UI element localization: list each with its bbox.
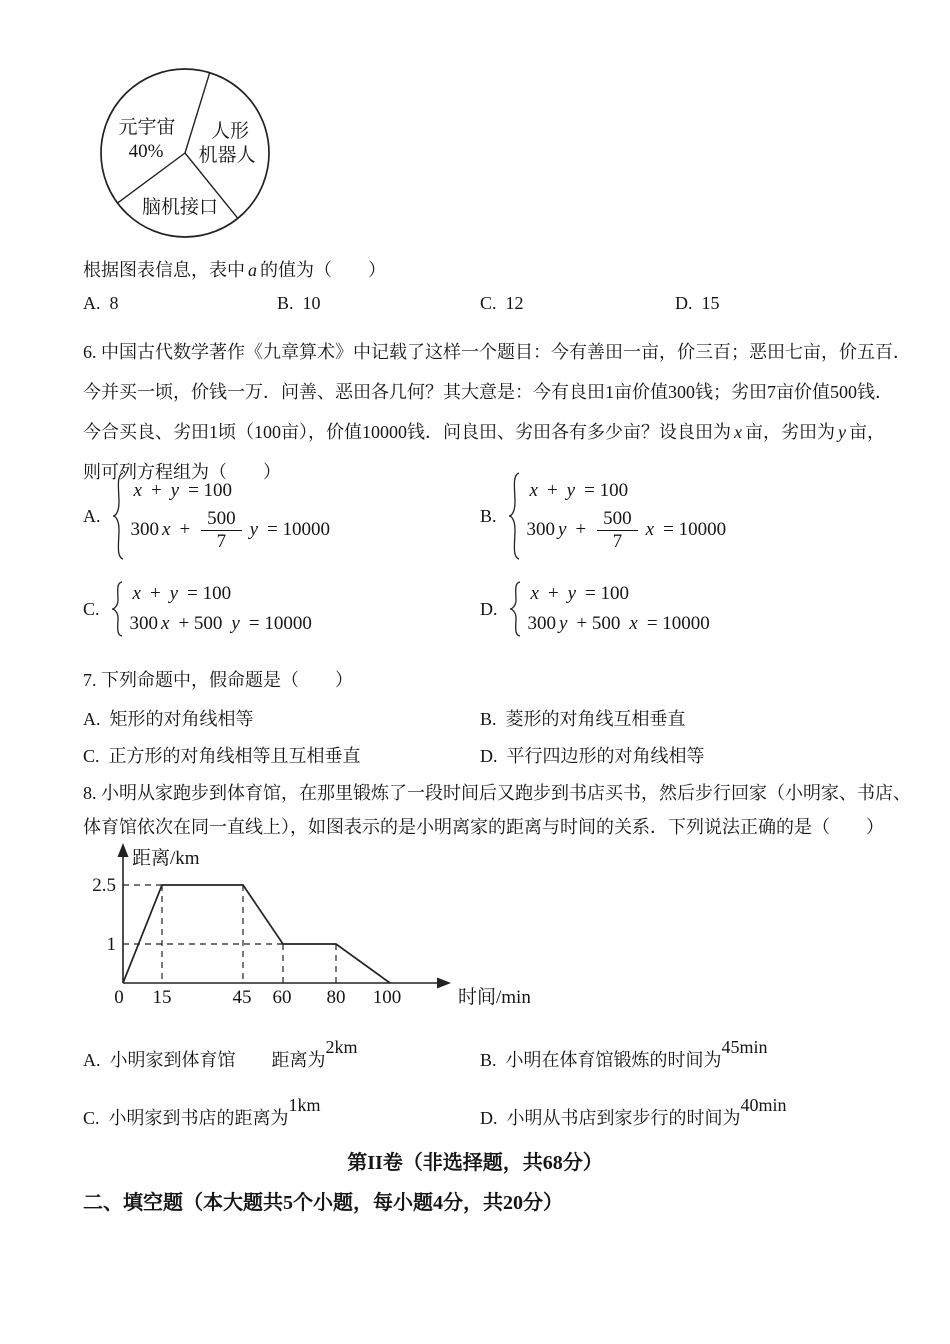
option-text: 菱形的对角线互相垂直 (505, 709, 686, 729)
equation-2 (527, 508, 727, 552)
equation-1 (528, 583, 710, 605)
eq-rhs: = 100 (585, 583, 630, 604)
x-tick-80: 80 (326, 987, 346, 1008)
q6-option-b (480, 470, 726, 562)
eq-var: y (559, 613, 568, 634)
fraction (201, 508, 242, 552)
q6-line-3-text-2: 亩，劣田为 (745, 422, 835, 442)
x-axis-arrow-icon (437, 978, 451, 989)
option-letter: A. (83, 1050, 101, 1070)
equation-system (131, 480, 331, 552)
option-text: 正方形的对角线相等且互相垂直 (108, 746, 361, 766)
option-text: 小明在体育馆锻炼的时间为 (505, 1050, 722, 1070)
q7-option-c (83, 742, 480, 768)
pie-label-bci: 脑机接口 (141, 197, 219, 218)
eq-rhs: = 100 (584, 480, 629, 502)
option-text: 12 (505, 293, 524, 313)
equation-system (528, 583, 710, 635)
y-axis-label: 距离/km (132, 848, 200, 869)
option-text: 15 (701, 293, 720, 313)
option-letter: A. (83, 505, 101, 526)
q5-prompt-text-1: 根据图表信息，表中 (83, 260, 245, 280)
q6-line-3-text-3: 亩， (849, 422, 885, 442)
eq-rhs: = 10000 (663, 519, 727, 540)
pie-label-humanoid-1: 人形 (210, 121, 250, 142)
left-brace-icon (507, 580, 523, 638)
q6-option-d (480, 580, 710, 638)
option-value: 40min (740, 1095, 787, 1115)
option-letter: C. (83, 1108, 100, 1128)
q8-text (83, 776, 911, 844)
eq-var: y (558, 519, 567, 540)
q8-line-1: 8. 小明从家跑步到体育馆，在那里锻炼了一段时间后又跑步到书店买书，然后步行回家（小明家、书店、 (83, 783, 911, 803)
section2-title: 第II卷（非选择题，共68分） (347, 1152, 603, 1174)
eq-rhs: = 10000 (646, 613, 710, 634)
eq-var: x (629, 613, 638, 634)
eq-coef: 300 (526, 519, 556, 540)
q7-option-a (83, 705, 480, 731)
eq-rhs: = 100 (187, 583, 232, 604)
option-text: 小明家到体育馆 (109, 1050, 236, 1070)
eq-var: x (529, 480, 538, 502)
eq-coef: 300 (527, 613, 556, 634)
option-letter: B. (480, 505, 497, 526)
q5-option-d (675, 293, 720, 314)
q6-line-4: 则可列方程组为（ ） (83, 462, 281, 482)
left-brace-icon (506, 470, 522, 562)
eq-var: y (169, 583, 179, 604)
option-text: 小明从书店到家步行的时间为 (506, 1108, 741, 1128)
option-text: 矩形的对角线相等 (109, 709, 254, 729)
q6-text (83, 332, 911, 492)
q6-option-c (83, 580, 480, 638)
option-letter: C. (83, 746, 100, 766)
option-letter: B. (480, 1050, 497, 1070)
option-letter: A. (83, 293, 101, 313)
option-letter: A. (83, 709, 101, 729)
eq-op: + (547, 583, 559, 604)
q8-line-2: 体育馆依次在同一直线上），如图表示的是小明离家的距离与时间的关系．下列说法正确的是（ ） (83, 817, 884, 837)
equation-2 (131, 508, 331, 552)
pie-label-metaverse-pct: 40% (128, 141, 164, 162)
fraction-denominator: 7 (216, 530, 227, 552)
equation-1 (131, 480, 331, 502)
y-tick-1: 1 (106, 934, 116, 955)
eq-op: + (149, 583, 161, 604)
q8-option-d (480, 1095, 787, 1130)
eq-rhs: = 10000 (248, 613, 312, 634)
option-letter: D. (675, 293, 693, 313)
q5-variable-a: a (248, 260, 257, 280)
eq-var: x (133, 480, 142, 502)
eq-op: + 500 (576, 613, 621, 634)
eq-rhs: = 10000 (267, 519, 331, 540)
option-letter: C. (83, 598, 100, 619)
option-value: 2km (325, 1037, 358, 1057)
eq-var: x (162, 519, 171, 540)
eq-op: + 500 (178, 613, 223, 634)
q8-options-ab (83, 1037, 768, 1072)
y-axis-arrow-icon (118, 843, 129, 857)
q6-variable-x: x (734, 422, 742, 442)
q5-option-a (83, 293, 277, 314)
left-brace-icon (110, 470, 126, 562)
equation-system (130, 583, 312, 635)
eq-rhs: = 100 (188, 480, 233, 502)
q8-option-a (83, 1037, 480, 1072)
equation-1 (130, 583, 312, 605)
option-letter: D. (480, 746, 498, 766)
q7-options-cd (83, 742, 705, 768)
q6-line-3 (83, 412, 911, 452)
distance-curve (123, 885, 390, 983)
q8-option-c (83, 1095, 480, 1130)
fraction-numerator: 500 (597, 508, 638, 530)
q8-options-cd (83, 1095, 787, 1130)
q5-option-b (277, 293, 480, 314)
fraction (597, 508, 638, 552)
eq-var: y (170, 480, 180, 502)
q6-line-3-text-1: 今合买良、劣田1顷（100亩），价值10000钱．问良田、劣田各有多少亩？设良田为 (83, 422, 731, 442)
q6-line-2: 今并买一顷，价钱一万．问善、恶田各几何？其大意是：今有良田1亩价值300钱；劣田7亩价值500钱． (83, 382, 893, 402)
eq-coef: 300 (129, 613, 159, 634)
q5-prompt-text-2: 的值为（ ） (260, 260, 386, 280)
option-value: 45min (721, 1037, 768, 1057)
option-text: 10 (302, 293, 321, 313)
fraction-denominator: 7 (612, 530, 623, 552)
eq-op: + (179, 519, 191, 540)
option-text: 8 (109, 293, 119, 313)
q7-prompt: 7. 下列命题中，假命题是（ ） (83, 670, 353, 690)
q8-option-b (480, 1037, 768, 1072)
option-letter: D. (480, 1108, 498, 1128)
x-tick-0: 0 (114, 987, 124, 1008)
x-tick-45: 45 (232, 987, 252, 1008)
q8-distance-time-graph (90, 842, 560, 1014)
section2-subtitle: 二、填空题（本大题共5个小题，每小题4分，共20分） (83, 1192, 563, 1214)
option-text: 平行四边形的对角线相等 (506, 746, 705, 766)
x-axis-label: 时间/min (458, 987, 531, 1008)
option-letter: B. (277, 293, 294, 313)
equation-1 (527, 480, 727, 502)
y-tick-2-5: 2.5 (92, 875, 116, 896)
option-value: 1km (288, 1095, 321, 1115)
q5-prompt (83, 256, 386, 282)
q6-option-a (83, 470, 480, 562)
q6-options-row-cd (83, 580, 710, 638)
option-letter: B. (480, 709, 497, 729)
eq-var: y (567, 583, 577, 604)
pie-label-metaverse: 元宇宙 (118, 117, 176, 138)
q5-options (83, 293, 720, 314)
eq-var: x (161, 613, 170, 634)
eq-op: + (546, 480, 558, 502)
x-tick-100: 100 (372, 987, 402, 1008)
q7-option-b (480, 705, 686, 731)
eq-var: y (249, 519, 259, 540)
q6-variable-y: y (838, 422, 846, 442)
eq-var: x (645, 519, 655, 540)
q6-options-row-ab (83, 470, 726, 562)
eq-var: y (566, 480, 576, 502)
eq-op: + (575, 519, 587, 540)
option-letter: D. (480, 598, 498, 619)
x-tick-60: 60 (272, 987, 292, 1008)
dashed-guides (123, 885, 336, 983)
x-tick-15: 15 (152, 987, 172, 1008)
eq-coef: 300 (130, 519, 159, 540)
eq-var: x (530, 583, 539, 604)
eq-var: y (231, 613, 240, 634)
option-letter: C. (480, 293, 497, 313)
pie-label-humanoid-2: 机器人 (198, 145, 256, 166)
equation-system (527, 480, 727, 552)
fraction-numerator: 500 (201, 508, 242, 530)
eq-op: + (150, 480, 162, 502)
q7-option-d (480, 742, 705, 768)
q5-option-c (480, 293, 675, 314)
equation-2 (130, 613, 312, 635)
equation-2 (528, 613, 710, 635)
q5-pie-chart (96, 64, 276, 244)
left-brace-icon (109, 580, 125, 638)
q6-line-1: 6. 中国古代数学著作《九章算术》中记载了这样一个题目：今有善田一亩，价三百；恶田七亩，价五百． (83, 342, 911, 362)
pie-divider-top (185, 73, 210, 153)
option-text: 小明家到书店的距离为 (108, 1108, 289, 1128)
option-text-2: 距离为 (271, 1050, 326, 1070)
eq-var: x (132, 583, 141, 604)
q7-options-ab (83, 705, 686, 731)
